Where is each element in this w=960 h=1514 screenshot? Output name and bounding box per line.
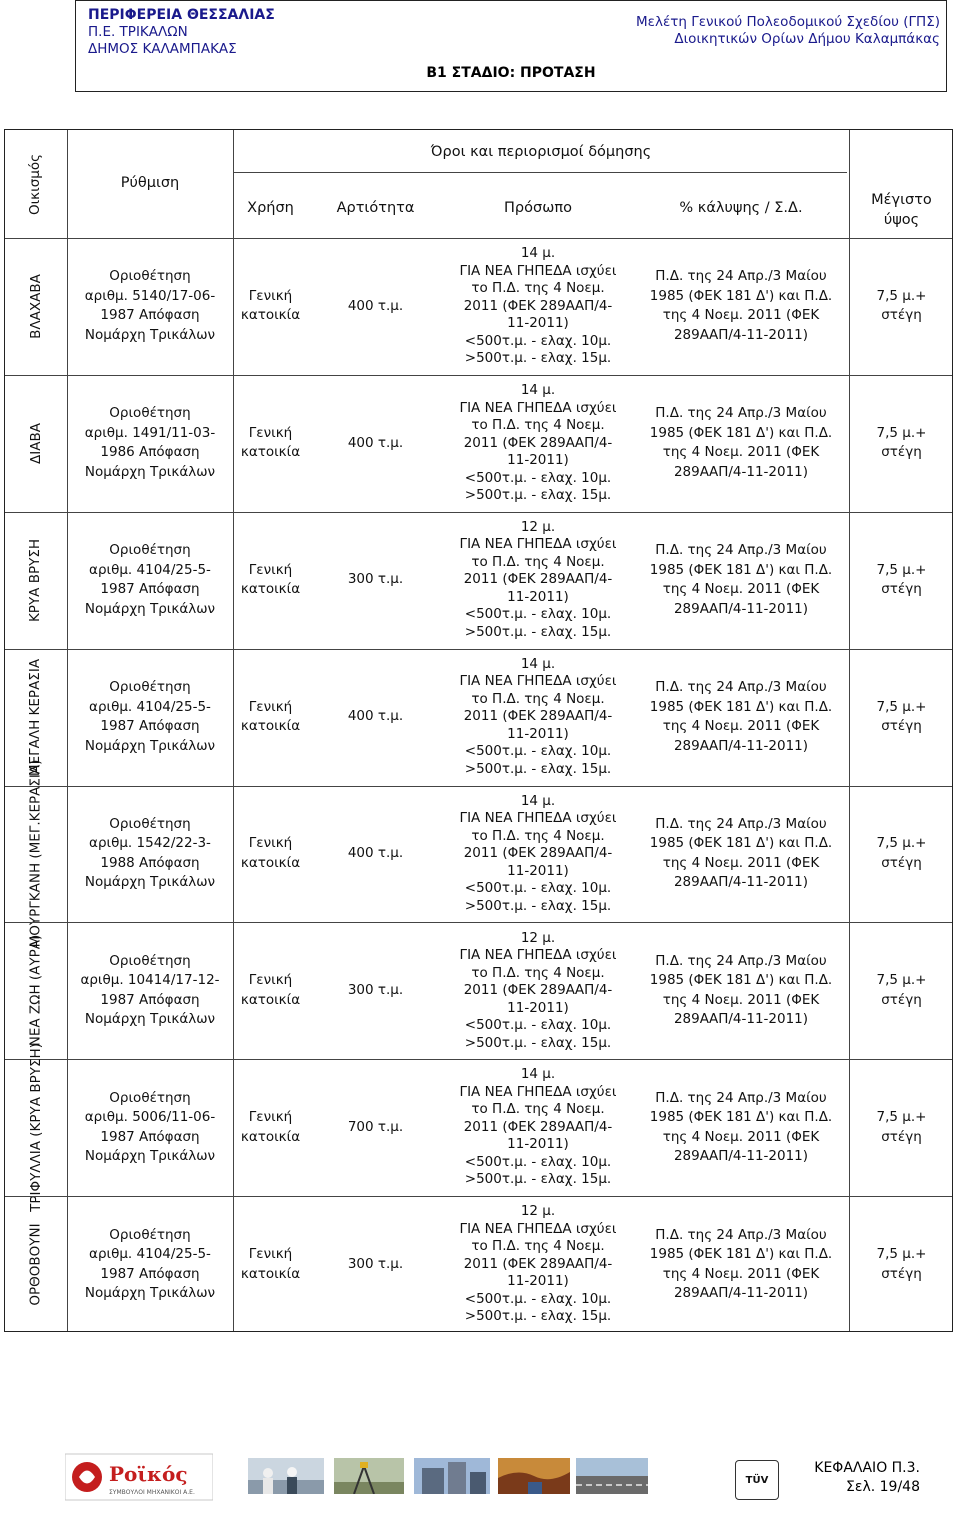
cell-regulation: Οριοθέτηση αριθμ. 5140/17-06- 1987 Απόφαση Νομάρχη Τρικάλων: [84, 268, 216, 343]
cell-frontage: 14 μ. ΓΙΑ ΝΕΑ ΓΗΠΕΔΑ ισχύει το Π.Δ. της 4 Νοεμ. 2011 (ΦΕΚ 289ΑΑΠ/4- 11-2011) <500τ.μ. - ελαχ. 10μ. >500τ.μ. - ελαχ. 15μ.: [459, 382, 617, 504]
cell-use: Γενική κατοικία: [240, 972, 301, 1008]
municipality: ΔΗΜΟΣ ΚΑΛΑΜΠΑΚΑΣ: [88, 41, 237, 57]
cell-regulation: Οριοθέτηση αριθμ. 1542/22-3- 1988 Απόφαση Νομάρχη Τρικάλων: [84, 815, 216, 891]
cell-buildability: 300 τ.μ.: [347, 571, 404, 588]
company-logo: [65, 1450, 213, 1504]
header-coverage: % κάλυψης / Σ.Δ.: [679, 200, 803, 217]
cell-regulation: Οριοθέτηση αριθμ. 1491/11-03- 1986 Απόφαση Νομάρχη Τρικάλων: [84, 405, 216, 480]
cell-coverage: Π.Δ. της 24 Απρ./3 Μαίου 1985 (ΦΕΚ 181 Δ') και Π.Δ. της 4 Νοεμ. 2011 (ΦΕΚ 289ΑΑΠ/4-11-2011): [649, 679, 833, 754]
cell-frontage: 12 μ. ΓΙΑ ΝΕΑ ΓΗΠΕΔΑ ισχύει το Π.Δ. της 4 Νοεμ. 2011 (ΦΕΚ 289ΑΑΠ/4- 11-2011) <500τ.μ. - ελαχ. 10μ. >500τ.μ. - ελαχ. 15μ.: [459, 929, 617, 1051]
cell-max-height: 7,5 μ.+ στέγη: [876, 972, 927, 1008]
cell-coverage: Π.Δ. της 24 Απρ./3 Μαίου 1985 (ΦΕΚ 181 Δ') και Π.Δ. της 4 Νοεμ. 2011 (ΦΕΚ 289ΑΑΠ/4-11-2011): [649, 405, 833, 480]
cell-settlement: ΜΟΥΡΓΚΑΝΗ (ΜΕΓ.ΚΕΡΑΣΙΑ): [27, 760, 44, 948]
header-settlement: Οικισμός: [27, 153, 44, 215]
cell-settlement: ΝΕΑ ΖΩΗ (ΑΥΡΑ): [27, 935, 44, 1047]
header-use: Χρήση: [247, 200, 294, 217]
cell-settlement: ΜΕΓΑΛΗ ΚΕΡΑΣΙΑ: [27, 658, 44, 776]
header-buildability: Αρτιότητα: [336, 200, 415, 217]
stage-title: Β1 ΣΤΑΔΙΟ: ΠΡΟΤΑΣΗ: [426, 65, 596, 81]
svg-text:Ροϊκός: Ροϊκός: [109, 1462, 188, 1486]
building-photo: [414, 1458, 490, 1494]
cell-coverage: Π.Δ. της 24 Απρ./3 Μαίου 1985 (ΦΕΚ 181 Δ') και Π.Δ. της 4 Νοεμ. 2011 (ΦΕΚ 289ΑΑΠ/4-11-2011): [649, 1226, 833, 1302]
cell-frontage: 14 μ. ΓΙΑ ΝΕΑ ΓΗΠΕΔΑ ισχύει το Π.Δ. της 4 Νοεμ. 2011 (ΦΕΚ 289ΑΑΠ/4- 11-2011) <500τ.μ. - ελαχ. 10μ. >500τ.μ. - ελαχ. 15μ.: [459, 655, 617, 777]
document-header: [75, 0, 947, 92]
page-footer: [0, 1440, 960, 1514]
cell-max-height: 7,5 μ.+ στέγη: [876, 1109, 927, 1145]
team-photo: [248, 1458, 324, 1494]
cell-max-height: 7,5 μ.+ στέγη: [876, 1246, 927, 1282]
svg-text:ΣΥΜΒΟΥΛΟΙ ΜΗΧΑΝΙΚΟΙ Α.Ε.: ΣΥΜΒΟΥΛΟΙ ΜΗΧΑΝΙΚΟΙ Α.Ε.: [109, 1489, 195, 1496]
header-max-height: Μέγιστο ύψος: [871, 192, 932, 228]
cell-coverage: Π.Δ. της 24 Απρ./3 Μαίου 1985 (ΦΕΚ 181 Δ') και Π.Δ. της 4 Νοεμ. 2011 (ΦΕΚ 289ΑΑΠ/4-11-2011): [649, 542, 833, 617]
cell-settlement: ΟΡΘΟΒΟΥΝΙ: [27, 1223, 44, 1306]
cell-frontage: 12 μ. ΓΙΑ ΝΕΑ ΓΗΠΕΔΑ ισχύει το Π.Δ. της 4 Νοεμ. 2011 (ΦΕΚ 289ΑΑΠ/4- 11-2011) <500τ.μ. - ελαχ. 10μ. >500τ.μ. - ελαχ. 15μ.: [459, 1203, 617, 1325]
cell-use: Γενική κατοικία: [240, 1109, 301, 1145]
cell-use: Γενική κατοικία: [240, 835, 301, 871]
cell-buildability: 300 τ.μ.: [347, 1255, 404, 1272]
landscape-photo: [498, 1458, 570, 1494]
page-reference: [814, 1459, 920, 1497]
survey-photo: [334, 1458, 404, 1494]
road-photo: [576, 1458, 648, 1494]
cell-buildability: 400 τ.μ.: [347, 297, 404, 314]
cell-frontage: 12 μ. ΓΙΑ ΝΕΑ ΓΗΠΕΔΑ ισχύει το Π.Δ. της 4 Νοεμ. 2011 (ΦΕΚ 289ΑΑΠ/4- 11-2011) <500τ.μ. - ελαχ. 10μ. >500τ.μ. - ελαχ. 15μ.: [459, 518, 617, 640]
study-subtitle: Διοικητικών Ορίων Δήμου Καλαμπάκας: [674, 31, 940, 47]
cell-max-height: 7,5 μ.+ στέγη: [876, 287, 927, 324]
organization-block: [88, 7, 388, 58]
chapter-label: ΚΕΦΑΛΑΙΟ Π.3.: [814, 1460, 920, 1476]
cell-coverage: Π.Δ. της 24 Απρ./3 Μαίου 1985 (ΦΕΚ 181 Δ') και Π.Δ. της 4 Νοεμ. 2011 (ΦΕΚ 289ΑΑΠ/4-11-2011): [649, 1089, 833, 1165]
cell-coverage: Π.Δ. της 24 Απρ./3 Μαίου 1985 (ΦΕΚ 181 Δ') και Π.Δ. της 4 Νοεμ. 2011 (ΦΕΚ 289ΑΑΠ/4-11-2011): [649, 952, 833, 1028]
cell-frontage: 14 μ. ΓΙΑ ΝΕΑ ΓΗΠΕΔΑ ισχύει το Π.Δ. της 4 Νοεμ. 2011 (ΦΕΚ 289ΑΑΠ/4- 11-2011) <500τ.μ. - ελαχ. 10μ. >500τ.μ. - ελαχ. 15μ.: [459, 792, 617, 914]
cell-use: Γενική κατοικία: [240, 561, 301, 598]
certification-badge: TÜV: [735, 1460, 779, 1500]
cell-regulation: Οριοθέτηση αριθμ. 4104/25-5- 1987 Απόφαση Νομάρχη Τρικάλων: [84, 1226, 216, 1302]
cell-max-height: 7,5 μ.+ στέγη: [876, 698, 927, 735]
cell-max-height: 7,5 μ.+ στέγη: [876, 835, 927, 871]
region-name: ΠΕΡΙΦΕΡΕΙΑ ΘΕΣΣΑΛΙΑΣ: [88, 7, 275, 23]
study-title: Μελέτη Γενικού Πολεοδομικού Σχεδίου (ΓΠΣ): [636, 14, 940, 30]
cell-regulation: Οριοθέτηση αριθμ. 4104/25-5- 1987 Απόφαση Νομάρχη Τρικάλων: [84, 542, 216, 617]
cell-settlement: ΒΛΑΧΑΒΑ: [27, 274, 44, 339]
cell-coverage: Π.Δ. της 24 Απρ./3 Μαίου 1985 (ΦΕΚ 181 Δ') και Π.Δ. της 4 Νοεμ. 2011 (ΦΕΚ 289ΑΑΠ/4-11-2011): [649, 815, 833, 891]
building-terms-table: [4, 129, 953, 1332]
cell-buildability: 400 τ.μ.: [347, 845, 404, 862]
cell-max-height: 7,5 μ.+ στέγη: [876, 561, 927, 598]
header-frontage: Πρόσωπο: [504, 200, 572, 217]
cell-regulation: Οριοθέτηση αριθμ. 5006/11-06- 1987 Απόφαση Νομάρχη Τρικάλων: [84, 1089, 216, 1165]
cell-regulation: Οριοθέτηση αριθμ. 10414/17-12- 1987 Απόφαση Νομάρχη Τρικάλων: [80, 952, 220, 1028]
cell-buildability: 400 τ.μ.: [347, 708, 404, 725]
header-regulation: Ρύθμιση: [120, 175, 180, 192]
study-block: [520, 14, 940, 48]
header-terms-group: Όροι και περιορισμοί δόμησης: [430, 144, 652, 161]
cell-buildability: 300 τ.μ.: [347, 982, 404, 999]
cell-buildability: 400 τ.μ.: [347, 434, 404, 451]
cell-coverage: Π.Δ. της 24 Απρ./3 Μαίου 1985 (ΦΕΚ 181 Δ') και Π.Δ. της 4 Νοεμ. 2011 (ΦΕΚ 289ΑΑΠ/4-11-2011): [649, 268, 833, 343]
cell-use: Γενική κατοικία: [240, 698, 301, 735]
cell-regulation: Οριοθέτηση αριθμ. 4104/25-5- 1987 Απόφαση Νομάρχη Τρικάλων: [84, 679, 216, 754]
cell-use: Γενική κατοικία: [240, 1246, 301, 1282]
cell-settlement: ΔΙΑΒΑ: [27, 422, 44, 464]
cell-max-height: 7,5 μ.+ στέγη: [876, 424, 927, 461]
cell-frontage: 14 μ. ΓΙΑ ΝΕΑ ΓΗΠΕΔΑ ισχύει το Π.Δ. της 4 Νοεμ. 2011 (ΦΕΚ 289ΑΑΠ/4- 11-2011) <500τ.μ. - ελαχ. 10μ. >500τ.μ. - ελαχ. 15μ.: [459, 245, 617, 367]
cell-buildability: 700 τ.μ.: [347, 1118, 404, 1135]
cell-frontage: 14 μ. ΓΙΑ ΝΕΑ ΓΗΠΕΔΑ ισχύει το Π.Δ. της 4 Νοεμ. 2011 (ΦΕΚ 289ΑΑΠ/4- 11-2011) <500τ.μ. - ελαχ. 10μ. >500τ.μ. - ελαχ. 15μ.: [459, 1066, 617, 1188]
cell-use: Γενική κατοικία: [240, 424, 301, 461]
cell-settlement: ΚΡΥΑ ΒΡΥΣΗ: [27, 538, 44, 622]
cell-use: Γενική κατοικία: [240, 287, 301, 324]
cell-settlement: ΤΡΙΦΥΛΛΙΑ (ΚΡΥΑ ΒΡΥΣΗ): [27, 1043, 44, 1213]
regional-unit: Π.Ε. ΤΡΙΚΑΛΩΝ: [88, 24, 188, 40]
page-number: Σελ. 19/48: [846, 1479, 920, 1495]
